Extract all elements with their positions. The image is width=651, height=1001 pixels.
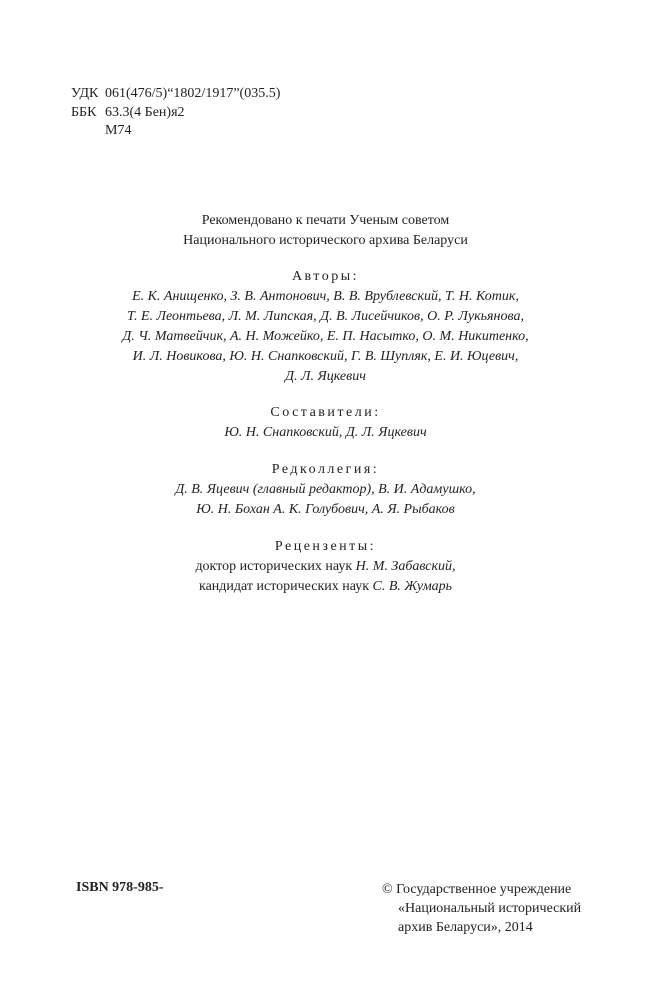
bbk-label: ББК <box>71 104 97 120</box>
authors-heading: Авторы: <box>291 269 360 284</box>
classification-block <box>71 85 280 141</box>
compilers-section <box>0 403 651 443</box>
recommendation-line: Рекомендовано к печати Ученым советом <box>201 213 450 228</box>
copyright-line: архив Беларуси», 2014 <box>398 920 533 935</box>
copyright-line: «Национальный исторический <box>398 901 582 916</box>
reviewer-title: доктор исторических наук <box>195 559 356 574</box>
copyright <box>382 880 581 937</box>
authors-line: Д. Ч. Матвейчик, А. Н. Можейко, Е. П. Насытко, О. М. Никитенко, <box>122 329 529 344</box>
udk-label: УДК <box>71 86 99 101</box>
editorial-board-heading: Редколлегия: <box>271 462 380 477</box>
editorial-board-line: Ю. Н. Бохан А. К. Голубович, А. Я. Рыбаков <box>196 502 455 517</box>
recommendation-line: Национального исторического архива Беларуси <box>183 233 468 248</box>
editorial-board-line: Д. В. Яцевич (главный редактор), В. И. Адамушко, <box>175 482 476 497</box>
copyright-line: © Государственное учреждение <box>382 882 572 897</box>
udk-value: 061(476/5)“1802/1917”(035.5) <box>105 86 281 101</box>
isbn: ISBN 978-985- <box>76 880 164 895</box>
editorial-board-section <box>0 460 651 520</box>
reviewer-name: Н. М. Забавский, <box>355 559 456 574</box>
author-mark: М74 <box>105 123 132 138</box>
reviewers-heading: Рецензенты: <box>274 539 377 554</box>
authors-line: Д. Л. Яцкевич <box>285 369 366 384</box>
reviewer-name: С. В. Жумарь <box>372 579 452 594</box>
authors-section <box>0 267 651 387</box>
authors-line: Т. Е. Леонтьева, Л. М. Липская, Д. В. Лисейчиков, О. Р. Лукьянова, <box>127 309 524 324</box>
reviewers-section <box>0 537 651 597</box>
compilers-line: Ю. Н. Снапковский, Д. Л. Яцкевич <box>224 425 427 440</box>
reviewer-title: кандидат исторических наук <box>198 579 373 594</box>
bbk-value: 63.3(4 Бен)я2 <box>105 104 185 120</box>
authors-line: Е. К. Анищенко, З. В. Антонович, В. В. Врублевский, Т. Н. Котик, <box>132 289 519 304</box>
compilers-heading: Составители: <box>270 405 381 420</box>
authors-line: И. Л. Новикова, Ю. Н. Снапковский, Г. В. Шупляк, Е. И. Юцевич, <box>132 349 519 364</box>
recommendation <box>0 211 651 251</box>
